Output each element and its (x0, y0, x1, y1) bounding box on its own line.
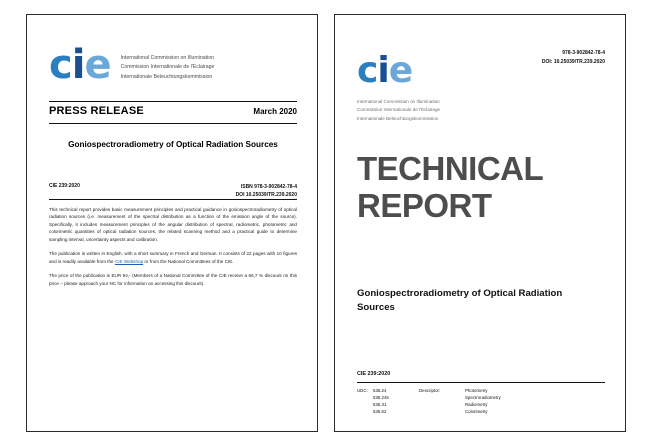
descriptor-4: Colorimetry (465, 409, 488, 415)
cover-main-title (357, 151, 607, 225)
cie-logo-container (357, 50, 413, 91)
udc-code-3: 535.31 (373, 402, 387, 408)
cover-isbn: 978-3-902842-78-4 (562, 50, 605, 56)
cover-org-name-de: Internationale Beleuchtungskommission (357, 115, 439, 121)
doi: DOI 10.25039/TR.239.2020 (235, 192, 297, 198)
publication-metadata (49, 183, 297, 199)
body-paragraph-2 (49, 250, 297, 265)
header-divider-top (49, 101, 297, 102)
identifier-block (236, 183, 297, 199)
press-release-body (49, 206, 297, 294)
org-name-en: International Commission on Illumination (120, 55, 214, 62)
report-number: CIE 239:2020 (49, 183, 80, 189)
cie-webshop-link[interactable]: CIE Webshop (114, 258, 144, 264)
descriptor-label: Descriptor: (419, 388, 441, 393)
metadata-divider (49, 199, 297, 200)
cie-letterhead (49, 42, 299, 88)
descriptor-2: Spectroradiometry (465, 395, 501, 401)
cover-doi: DOI: 10.25039/TR.239.2020 (541, 58, 605, 65)
descriptor-1: Photometry (465, 388, 488, 393)
cover-subtitle: Goniospectroradiometry of Optical Radiation Sources (357, 288, 563, 314)
body-paragraph-3: The price of the publication is EUR 94,- (Members of a National Committee of the CIE receive a 66,7 % discount on this price – please approach your NC for information on accessing this discount). (49, 273, 297, 286)
press-release-page[interactable] (26, 14, 318, 432)
body-paragraph-1: This technical report provides basic measurement principles and practical guidance in goniospectroradiometry of optical radiation sources (i.e. measurement of the spectral distribution as a function of the emission angle of the source). Specifically, it includes measurement principles of the angular distribution of spectral, radiometric, photometric and colorimetric quantities of optical radiation sources, the related scanning method and a practical guide to determine sampling interval, uncertainty aspects and calibration. (49, 207, 297, 242)
udc-code-2: 535.245 (373, 395, 389, 401)
cie-logo-icon: cie (49, 42, 111, 88)
technical-report-cover-page[interactable] (334, 14, 626, 432)
cover-reference-number: CIE 239:2020 (357, 371, 391, 377)
cover-classification-table (357, 387, 607, 415)
cover-title-line-2: REPORT (357, 186, 492, 224)
cie-logo-icon: cie (357, 50, 413, 91)
cover-identifier-block (542, 49, 605, 66)
udc-code-4: 535.62 (373, 409, 387, 415)
press-release-date: March 2020 (253, 107, 297, 116)
cover-title-line-1: TECHNICAL (357, 150, 544, 187)
page-title: Goniospectroradiometry of Optical Radiation Sources (68, 140, 278, 149)
cover-org-name-en: International Commission on Illumination (357, 99, 440, 104)
isbn: ISBN 978-3-902842-78-4 (240, 184, 297, 190)
org-name-fr: Commission Internationale de l'Eclairage (120, 64, 215, 71)
organisation-names (121, 48, 215, 81)
cover-org-name-fr: Commission Internationale de l'Eclairage (357, 107, 441, 113)
udc-codes (373, 387, 419, 415)
cover-organisation-names (357, 98, 440, 123)
body-paragraph-2-text: The publication is written in English, with a short summary in French and German. It consists of 22 pages with 10 figures and is readily available from the CIE Webshop or from the National Committees of the CIE. (49, 251, 297, 264)
udc-label: UDC: (357, 388, 368, 393)
descriptor-values (465, 387, 607, 415)
udc-code-1: 535.24 (373, 388, 387, 393)
cover-divider (357, 382, 605, 383)
org-name-de: Internationale Beleuchtungskommission (120, 73, 213, 80)
press-release-bar (49, 105, 297, 117)
header-divider-bottom (49, 123, 297, 124)
descriptor-3: Radiometry (465, 402, 488, 408)
press-release-label: PRESS RELEASE (49, 105, 144, 117)
